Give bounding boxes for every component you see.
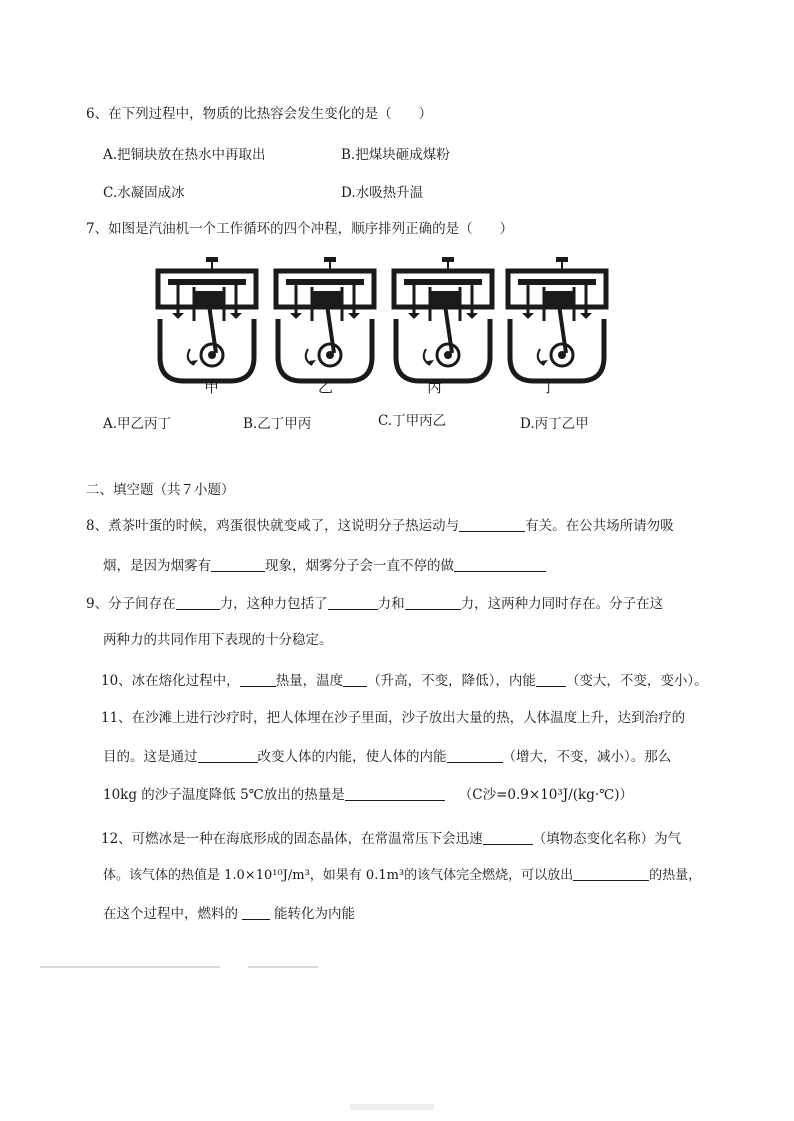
q12-line2: [103, 866, 701, 886]
q7-option-c: C.丁甲丙乙: [378, 413, 447, 429]
q12-text-2: （填物态变化名称）为气: [532, 831, 682, 847]
q9-text-1: 9、分子间存在: [86, 596, 176, 612]
q11-blank-1[interactable]: [198, 750, 258, 763]
q11-blank-2[interactable]: [447, 750, 503, 763]
q10-text-2: 热量，温度: [275, 673, 344, 689]
scan-speck: [40, 966, 220, 968]
figure-label-ding: 丁: [541, 378, 557, 396]
q11-text-4: 10kg 的沙子温度降低 5℃放出的热量是: [103, 787, 345, 803]
q10-blank-1[interactable]: [240, 674, 276, 687]
figure-label-bing: 丙: [427, 378, 443, 396]
q10-text-4: （变大，不变，变小）。: [565, 673, 708, 689]
q8-blank-1[interactable]: [459, 519, 525, 532]
q10-blank-3[interactable]: [536, 674, 566, 687]
q9-line1: [86, 594, 663, 614]
q8-blank-2[interactable]: [211, 559, 265, 572]
q8-text-3: 烟，是因为烟雾有: [103, 558, 211, 574]
q9-text-2: 力，这种力包括了: [219, 596, 328, 612]
q6-option-b: B.把煤块砸成煤粉: [341, 147, 450, 163]
q11-line2: [103, 747, 671, 767]
q12-line1: [101, 829, 681, 849]
figure-label-yi: 乙: [318, 378, 334, 396]
q7-option-b: B.乙丁甲丙: [243, 416, 312, 432]
q12-blank-2[interactable]: [573, 868, 649, 881]
q10-text-3: （升高，不变，降低），内能: [367, 673, 536, 689]
q9-text-4: 力，这两种力同时存在。分子在这: [460, 596, 664, 612]
q6-option-d: D.水吸热升温: [341, 185, 424, 201]
q6-option-c: C.水凝固成冰: [103, 185, 185, 201]
q7-option-a: A.甲乙丙丁: [103, 416, 172, 432]
q10-line1: [101, 671, 708, 691]
q11-line1: 11、在沙滩上进行沙疗时，把人体埋在沙子里面，沙子放出大量的热，人体温度上升，达到治疗的: [101, 710, 686, 726]
q11-line3: [103, 785, 633, 805]
q10-blank-2[interactable]: [343, 674, 367, 687]
q9-blank-2[interactable]: [328, 597, 378, 610]
q12-blank-3[interactable]: [242, 907, 270, 920]
q12-blank-1[interactable]: [483, 832, 533, 845]
scan-speck: [248, 966, 318, 968]
q11-text-1: 目的。这是通过: [103, 749, 198, 765]
q12-text-6: 能转化为内能: [274, 906, 355, 922]
q12-text-5: 在这个过程中，燃料的: [103, 906, 238, 922]
q7-stem: 7、如图是汽油机一个工作循环的四个冲程，顺序排列正确的是（ ）: [86, 221, 514, 237]
figure-label-jia: 甲: [204, 378, 220, 396]
q6-option-a: A.把铜块放在热水中再取出: [103, 147, 266, 163]
q9-text-3: 力和: [377, 596, 405, 612]
q8-line1: [86, 516, 674, 536]
q9-line2: 两种力的共同作用下表现的十分稳定。: [103, 632, 333, 648]
q8-line2: [103, 556, 546, 576]
q11-blank-3[interactable]: [345, 788, 445, 801]
q9-blank-1[interactable]: [176, 597, 220, 610]
q8-text-2: 有关。在公共场所请勿吸: [525, 518, 674, 534]
q8-text-4: 现象，烟雾分子会一直不停的做: [265, 558, 454, 574]
q11-text-3: （增大，不变，减小）。那么: [502, 749, 672, 765]
q11-text-5: （C沙=0.9×10³J/(kg·℃)）: [458, 787, 634, 803]
q11-text-2: 改变人体的内能，使人体的内能: [257, 749, 447, 765]
section-heading: 二、填空题（共７小题）: [86, 482, 235, 498]
q6-stem: 6、在下列过程中，物质的比热容会发生变化的是（ ）: [86, 106, 433, 122]
q9-blank-3[interactable]: [405, 597, 461, 610]
q12-text-3: 体。该气体的热值是 1.0×10¹⁰J/m³，如果有 0.1m³的该气体完全燃烧，可以放出: [103, 868, 574, 883]
scan-speck: [350, 1104, 434, 1110]
q12-text-4: 的热量，: [649, 868, 702, 883]
q12-text-1: 12、可燃冰是一种在海底形成的固态晶体，在常温常压下会迅速: [101, 831, 483, 847]
q10-text-1: 10、冰在熔化过程中，: [101, 673, 240, 689]
q8-blank-3[interactable]: [454, 559, 546, 572]
q7-option-d: D.丙丁乙甲: [520, 416, 589, 432]
q12-line3: [103, 904, 355, 924]
q8-text-1: 8、煮茶叶蛋的时候，鸡蛋很快就变咸了，这说明分子热运动与: [86, 518, 460, 534]
